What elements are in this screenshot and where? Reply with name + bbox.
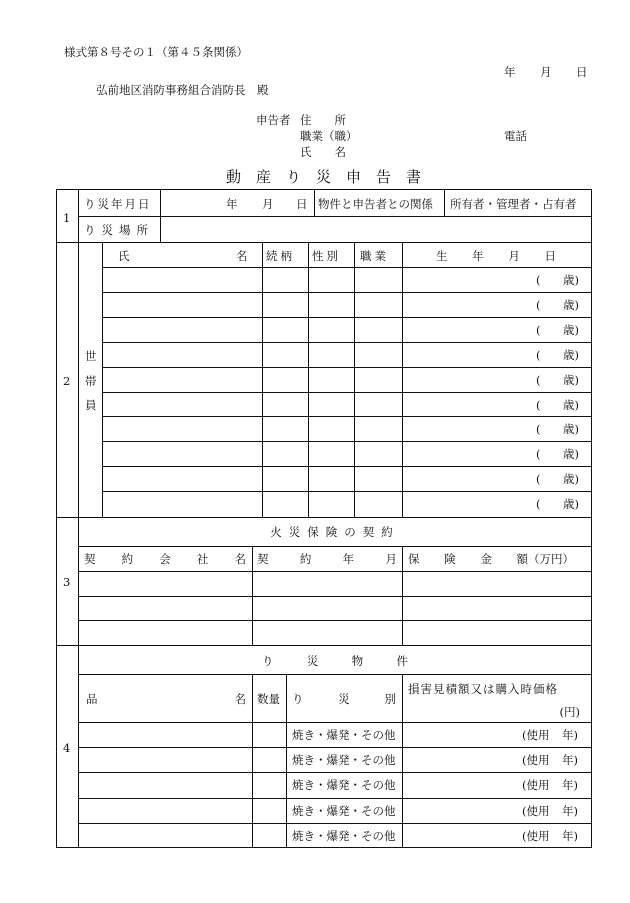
- s3-col-divider: [252, 546, 253, 645]
- document-title: 動 産 り 災 申 告 書: [226, 168, 422, 186]
- date-year-label: 年: [504, 65, 516, 79]
- date-day-label: 日: [576, 65, 588, 79]
- age-close: 歳): [563, 372, 579, 387]
- s2-job-divider: [402, 242, 403, 517]
- section2-number: 2: [63, 374, 71, 388]
- heading-char: 災: [306, 654, 319, 668]
- col-type-char: 災: [338, 692, 350, 706]
- household-label-2: 帯: [85, 374, 97, 388]
- s1-row-divider: [78, 216, 592, 217]
- s1-relation-divider: [444, 189, 445, 216]
- col-value-line1: 損害見積額又は購入時価格: [408, 682, 558, 696]
- s1-label-divider: [160, 189, 161, 242]
- age-close: 歳): [563, 397, 579, 412]
- col-company-char: 社: [196, 552, 209, 566]
- age-open: (: [536, 372, 541, 387]
- heading-char: り: [262, 654, 274, 668]
- age-close: 歳): [563, 297, 579, 312]
- col-item-char: 品: [86, 692, 98, 706]
- age-close: 歳): [563, 347, 579, 362]
- col-date-char: 年: [342, 552, 355, 566]
- disaster-date-month: 月: [262, 197, 274, 211]
- use-years-open: (使用: [522, 828, 550, 843]
- s2-name-divider: [262, 242, 263, 517]
- form-code: 様式第８号その１（第４５条関係）: [64, 45, 248, 59]
- table-row-divider: [102, 416, 592, 417]
- s3-heading-divider: [78, 546, 592, 547]
- section4-number: 4: [63, 741, 71, 755]
- heading-char: 物: [351, 654, 364, 668]
- s4-heading-divider: [78, 674, 592, 675]
- age-open: (: [536, 322, 541, 337]
- col-item-char: 名: [234, 692, 246, 706]
- s3-row-divider: [78, 620, 592, 621]
- addressee: 弘前地区消防事務組合消防長 殿: [96, 83, 269, 97]
- col-name-b: 名: [236, 249, 248, 263]
- col-company-char: 名: [234, 552, 246, 566]
- col-date-char: 約: [299, 552, 312, 566]
- age-close: 歳): [563, 322, 579, 337]
- household-label-3: 員: [85, 398, 97, 412]
- table-row-divider: [102, 491, 592, 492]
- age-close: 歳): [563, 472, 579, 487]
- col-birth-char: 月: [508, 249, 520, 263]
- applicant-label: 申告者: [256, 113, 291, 127]
- col-date-char: 契: [257, 552, 269, 566]
- col-birth-char: 日: [544, 249, 556, 263]
- age-open: (: [536, 447, 541, 462]
- use-years-open: (使用: [522, 803, 550, 818]
- name-label: 氏 名: [300, 145, 346, 159]
- number-column-divider: [78, 189, 79, 848]
- col-contract-date: [257, 552, 397, 566]
- s2-relation-divider: [308, 242, 309, 517]
- age-close: 歳): [563, 422, 579, 437]
- table-row-divider: [78, 823, 592, 824]
- col-birth-char: 生: [436, 249, 448, 263]
- col-date-char: 月: [385, 552, 397, 566]
- use-years-open: (使用: [522, 753, 550, 768]
- property-heading: [262, 654, 408, 668]
- phone-label: 電話: [504, 129, 527, 143]
- use-years-close: 年): [562, 828, 578, 843]
- use-years-close: 年): [562, 778, 578, 793]
- disaster-type-value: 焼き・爆発・その他: [292, 778, 396, 793]
- s4-header-divider: [78, 722, 592, 723]
- col-quantity: 数量: [257, 692, 280, 706]
- age-open: (: [536, 497, 541, 512]
- col-insured-amount: [408, 552, 574, 566]
- disaster-date-day: 日: [296, 197, 308, 211]
- table-row-divider: [102, 342, 592, 343]
- relation-label: 物件と申告者との関係: [318, 197, 433, 211]
- table-row-divider: [78, 772, 592, 773]
- col-name-a: 氏: [118, 249, 130, 263]
- s3-header-divider: [78, 571, 592, 572]
- s3-bottom-border: [56, 645, 592, 646]
- s2-side-divider: [102, 242, 103, 517]
- col-company-char: 契: [84, 552, 96, 566]
- disaster-place-label: り災場所: [84, 223, 154, 237]
- table-row-divider: [102, 466, 592, 467]
- use-years-close: 年): [562, 753, 578, 768]
- table-row-divider: [78, 747, 592, 748]
- table-row-divider: [102, 267, 592, 268]
- date-month-label: 月: [540, 65, 552, 79]
- col-sex: 性別: [312, 249, 341, 263]
- age-close: 歳): [563, 273, 579, 287]
- relation-options: 所有者・管理者・占有者: [450, 197, 577, 211]
- table-row-divider: [78, 798, 592, 799]
- section3-number: 3: [63, 575, 71, 589]
- col-amount-char: 額（万円）: [516, 552, 574, 566]
- household-label-1: 世: [85, 349, 97, 363]
- col-company-char: 約: [121, 552, 134, 566]
- age-open: (: [536, 422, 541, 437]
- s2-sex-divider: [354, 242, 355, 517]
- col-type-char: り: [292, 692, 304, 706]
- table-row-divider: [102, 367, 592, 368]
- disaster-type-value: 焼き・爆発・その他: [292, 803, 396, 818]
- disaster-date-year: 年: [226, 197, 238, 211]
- disaster-type-value: 焼き・爆発・その他: [292, 728, 396, 742]
- s1-bottom-border: [56, 242, 592, 243]
- col-birth: [436, 249, 556, 263]
- col-item-name: [86, 692, 246, 706]
- disaster-type-value: 焼き・爆発・その他: [292, 753, 396, 768]
- use-years-open: (使用: [522, 778, 550, 793]
- col-amount-char: 金: [480, 552, 492, 566]
- age-open: (: [536, 397, 541, 412]
- col-company: [84, 552, 246, 566]
- use-years-close: 年): [562, 728, 578, 742]
- col-amount-char: 険: [444, 552, 456, 566]
- age-open: (: [536, 347, 541, 362]
- table-row-divider: [102, 392, 592, 393]
- age-open: (: [536, 472, 541, 487]
- col-relation: 続柄: [266, 249, 295, 263]
- table-row-divider: [102, 292, 592, 293]
- table-row-divider: [102, 317, 592, 318]
- col-type-char: 別: [384, 692, 396, 706]
- age-close: 歳): [563, 497, 579, 512]
- s2-bottom-border: [56, 517, 592, 518]
- section1-number: 1: [63, 211, 71, 225]
- col-value-line2: (円): [559, 705, 580, 719]
- col-amount-char: 保: [408, 552, 420, 566]
- col-job: 職業: [360, 249, 389, 263]
- s3-row-divider: [78, 596, 592, 597]
- insurance-heading: 火災保険の契約: [270, 525, 400, 539]
- col-disaster-type: [292, 692, 396, 706]
- occupation-label: 職業（職）: [300, 129, 358, 143]
- s1-date-divider: [314, 189, 315, 216]
- table-row-divider: [102, 441, 592, 442]
- use-years-open: (使用: [522, 728, 550, 742]
- age-close: 歳): [563, 447, 579, 462]
- s3-col-divider: [402, 546, 403, 645]
- disaster-date-label: り災年月日: [84, 197, 152, 211]
- use-years-close: 年): [562, 803, 578, 818]
- disaster-type-value: 焼き・爆発・その他: [292, 828, 396, 843]
- form-frame: [56, 189, 592, 848]
- col-birth-char: 年: [472, 249, 484, 263]
- col-company-char: 会: [159, 552, 171, 566]
- age-open: (: [536, 297, 541, 312]
- age-open: (: [536, 273, 541, 287]
- heading-char: 件: [396, 654, 408, 668]
- address-label: 住 所: [300, 113, 346, 127]
